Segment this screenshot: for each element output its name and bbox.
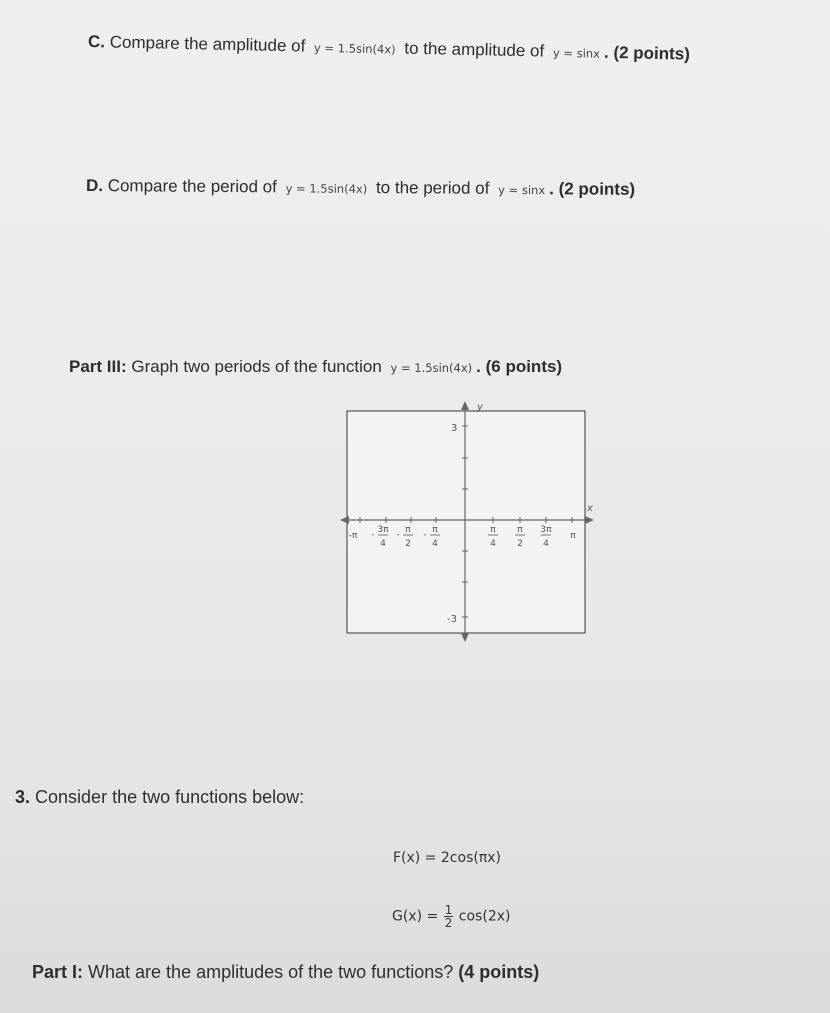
x-tick-label-den: 4	[490, 539, 496, 549]
y-axis-top-arrow	[461, 401, 469, 410]
x-tick-label-den: 2	[405, 539, 411, 549]
x-axis-label: x	[587, 503, 593, 514]
part-c-expr-2: y = sinx	[552, 45, 601, 61]
part-d-label: D.	[85, 176, 104, 196]
part-d-text-2: to the period of	[375, 178, 490, 198]
x-tick-label-den: 4	[380, 539, 386, 549]
y-tick-top: 3	[451, 423, 458, 434]
part-d-points: . (2 points)	[549, 179, 636, 199]
function-g-numerator: 1	[444, 903, 453, 917]
question-3-text: Consider the two functions below:	[35, 787, 305, 807]
function-g	[392, 904, 510, 929]
x-tick-label-num: π	[432, 525, 438, 535]
part-3-points: . (6 points)	[476, 357, 563, 376]
question-3	[15, 787, 304, 808]
x-tick-label-num: 3π	[377, 525, 389, 535]
x-tick-label-num: π	[517, 525, 523, 535]
x-tick-label-num: π	[490, 525, 496, 535]
part-d-expr-2: y = sinx	[498, 182, 546, 198]
x-axis-left-arrow	[340, 516, 349, 524]
function-g-denominator: 2	[444, 916, 453, 930]
x-tick-label-num: π	[405, 525, 411, 535]
question-3-number: 3.	[15, 787, 31, 807]
part-3-text: Graph two periods of the function	[131, 357, 382, 376]
x-tick-label-num: 3π	[540, 525, 552, 535]
part-3-expr: y = 1.5sin(4x)	[390, 361, 473, 375]
part-d-text-1: Compare the period of	[107, 176, 277, 197]
y-tick-bottom: -3	[447, 614, 457, 625]
graph-frame	[347, 411, 585, 633]
x-axis-right-arrow	[585, 516, 594, 524]
function-f: F(x) = 2cos(πx)	[393, 850, 501, 866]
x-tick-label-den: 4	[432, 539, 438, 549]
part-c-text-1: Compare the amplitude of	[109, 32, 306, 56]
part-i-points: (4 points)	[458, 962, 540, 982]
x-tick-label-den: 2	[517, 539, 523, 549]
x-tick-label-den: 4	[543, 539, 549, 549]
part-i-question	[32, 962, 539, 983]
function-g-fraction	[444, 904, 454, 929]
part-d-expr-1: y = 1.5sin(4x)	[285, 181, 368, 196]
function-g-right: cos(2x)	[458, 908, 511, 925]
part-c-text-2: to the amplitude of	[404, 38, 545, 61]
x-tick-label-sign: -	[423, 530, 427, 540]
part-3-label: Part III:	[69, 357, 127, 376]
part-c-label: C.	[87, 32, 106, 52]
part-c-points: . (2 points)	[603, 42, 691, 64]
part-i-text: What are the amplitudes of the two functions?	[88, 962, 454, 982]
y-axis-bottom-arrow	[461, 633, 469, 642]
function-g-left: G(x) =	[392, 908, 439, 925]
part-c-expr-1: y = 1.5sin(4x)	[313, 40, 396, 57]
x-tick-label: π	[570, 531, 576, 541]
x-tick-label: -π	[348, 531, 358, 541]
x-tick-label-sign: -	[371, 530, 375, 540]
x-tick-label-sign: -	[396, 530, 400, 540]
y-axis-label: y	[477, 402, 483, 413]
part-i-label: Part I:	[32, 962, 84, 982]
